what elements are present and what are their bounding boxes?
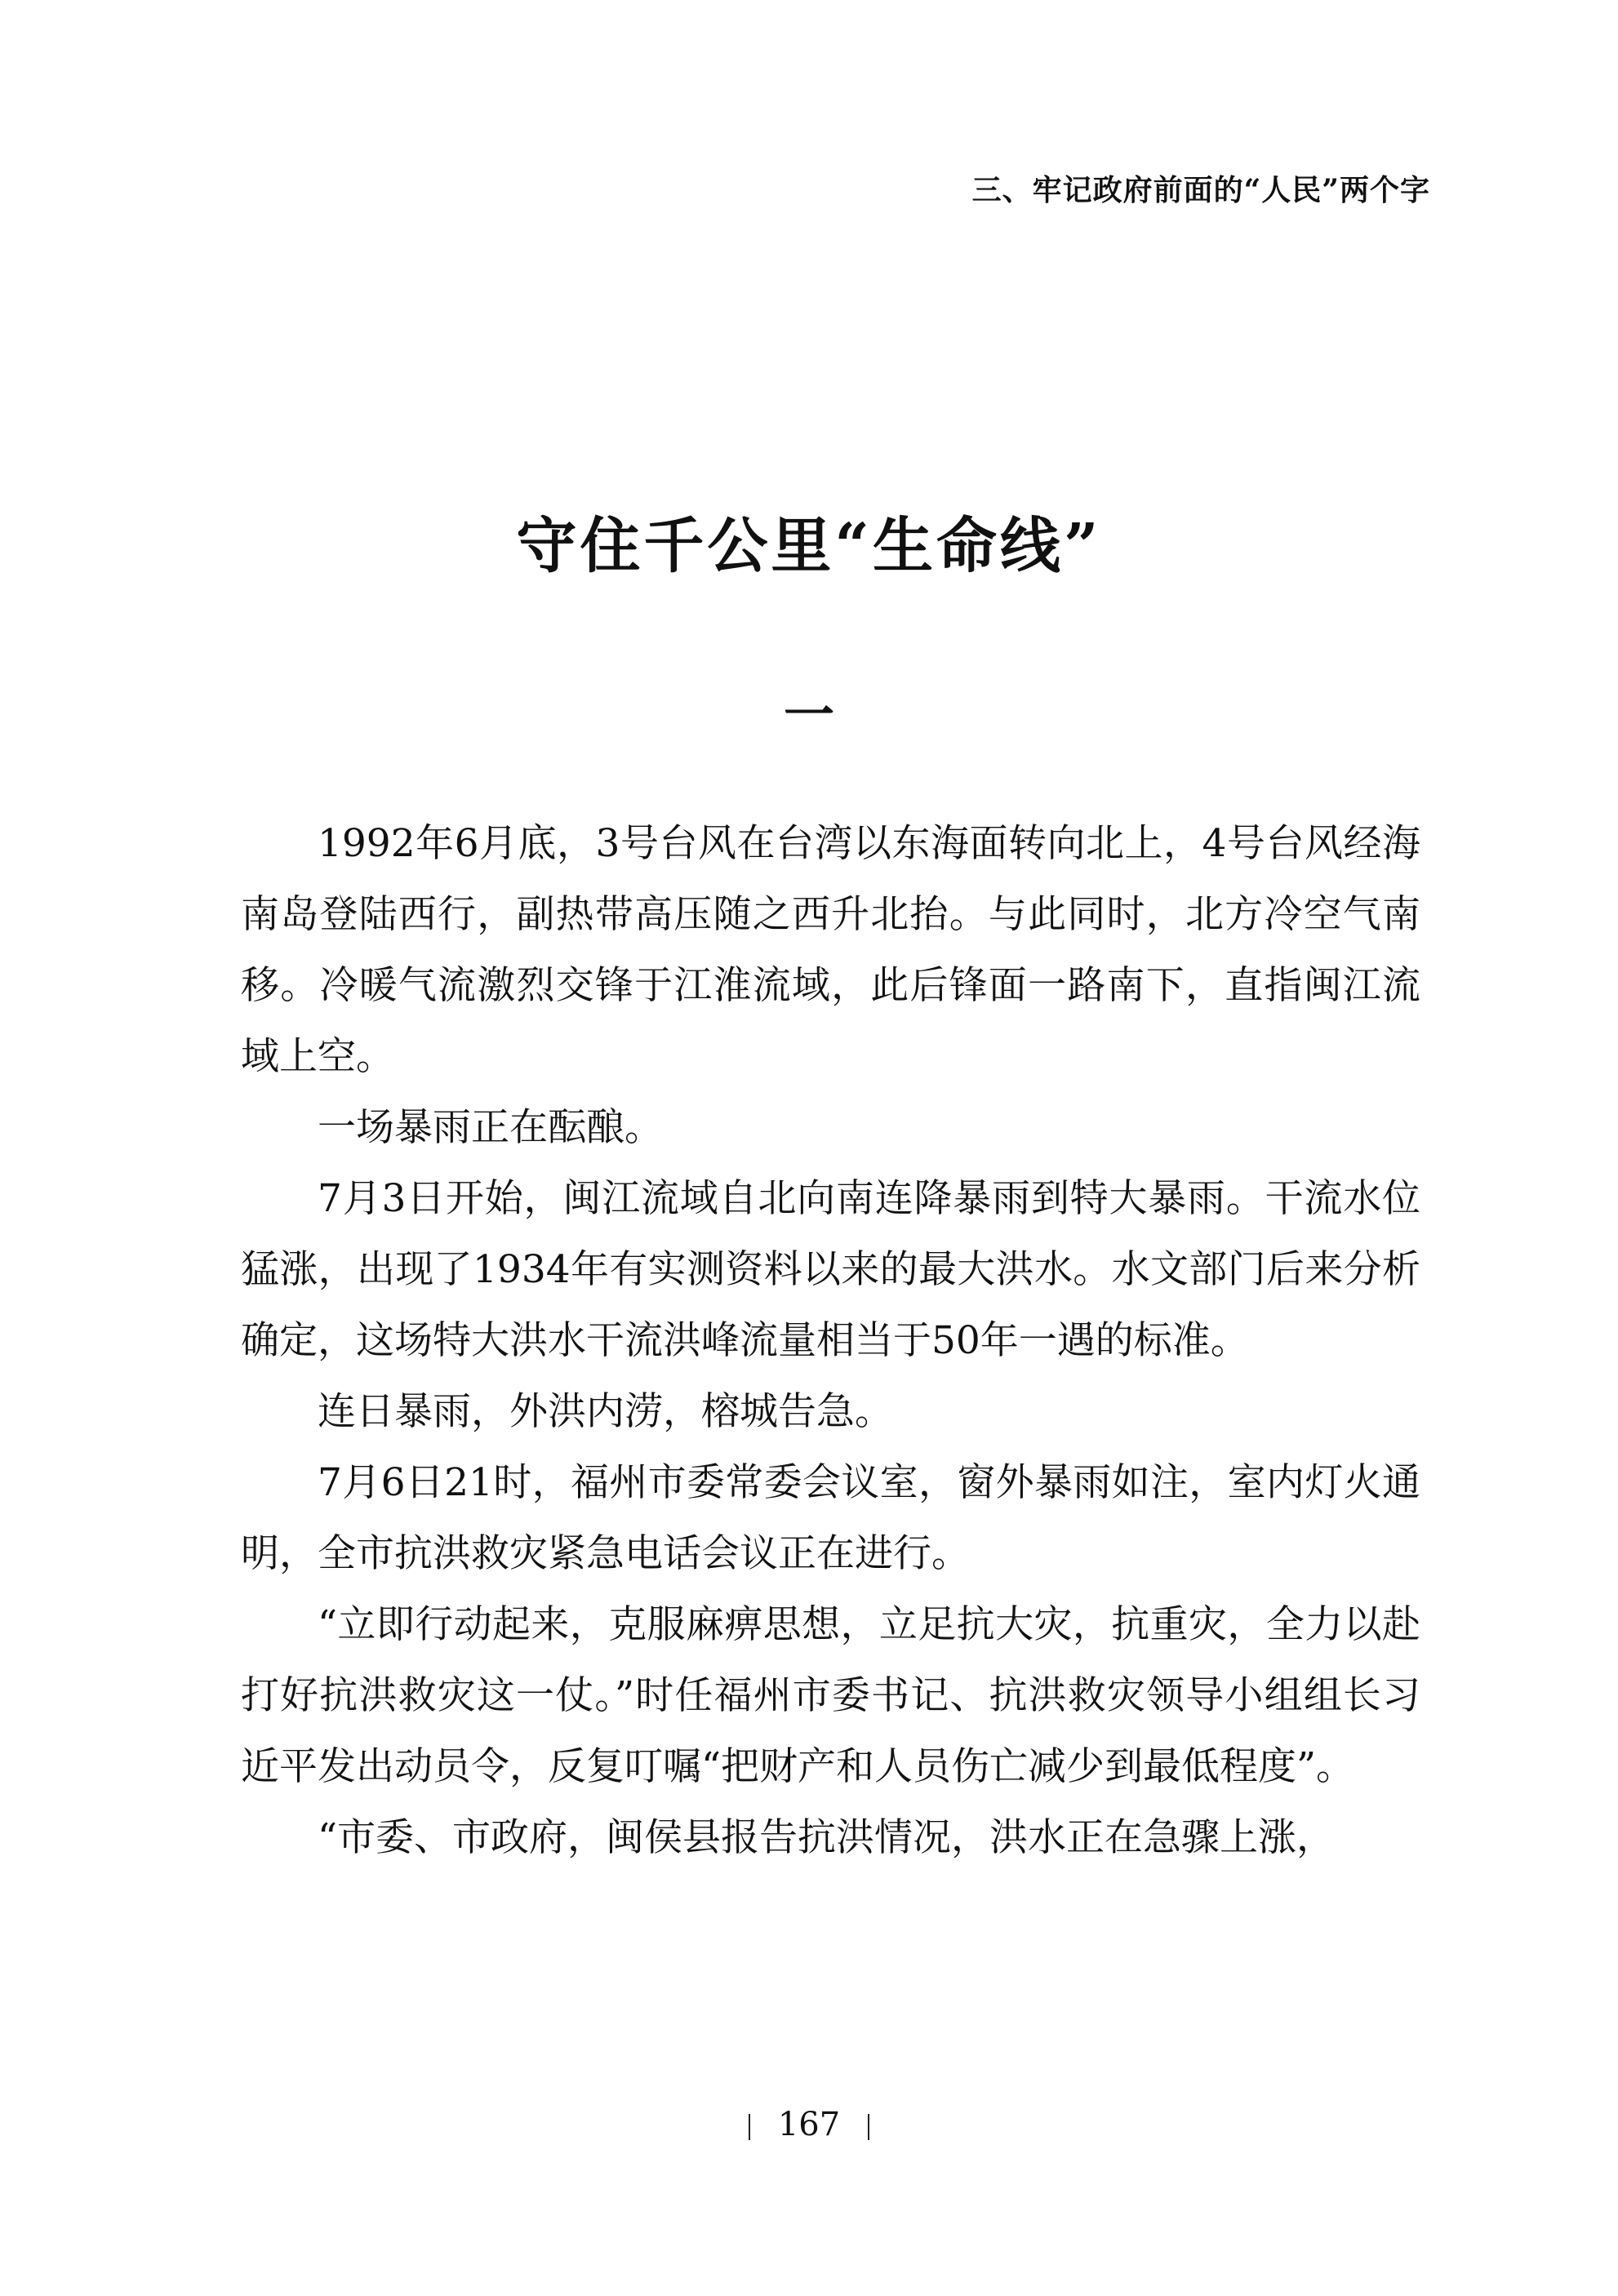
chapter-title: 守住千公里“生命线”	[516, 510, 1102, 581]
paragraph: 连日暴雨，外洪内涝，榕城告急。	[318, 1389, 893, 1434]
section-number: 一	[783, 685, 834, 744]
paragraph: 1992年6月底，3号台风在台湾以东海面转向北上，4号台风经海南岛登陆西行，副热带高压随之西升北抬。与此同时，北方冷空气南移。冷暖气流激烈交锋于江淮流域，此后锋面一路南下，直指闽江流域上空。	[241, 821, 1420, 1079]
right-divider	[868, 2114, 869, 2140]
paragraph: 7月6日21时，福州市委常委会议室，窗外暴雨如注，室内灯火通明，全市抗洪救灾紧急电话会议正在进行。	[241, 1460, 1420, 1576]
paragraph: 一场暴雨正在酝酿。	[318, 1105, 663, 1150]
body-text	[241, 808, 1420, 1873]
paragraph: “市委、市政府，闽侯县报告抗洪情况，洪水正在急骤上涨，	[318, 1815, 1336, 1860]
page-number: 167	[777, 2106, 841, 2143]
page-footer	[0, 2106, 1618, 2143]
left-divider	[749, 2114, 750, 2140]
running-header: 三、牢记政府前面的“人民”两个字	[971, 173, 1430, 207]
paragraph: 7月3日开始，闽江流域自北向南连降暴雨到特大暴雨。干流水位猛涨，出现了1934年有实测资料以来的最大洪水。水文部门后来分析确定，这场特大洪水干流洪峰流量相当于50年一遇的标准。	[241, 1176, 1420, 1363]
paragraph: “立即行动起来，克服麻痹思想，立足抗大灾，抗重灾，全力以赴打好抗洪救灾这一仗。”时任福州市委书记、抗洪救灾领导小组组长习近平发出动员令，反复叮嘱“把财产和人员伤亡减少到最低程度”。	[241, 1602, 1420, 1789]
